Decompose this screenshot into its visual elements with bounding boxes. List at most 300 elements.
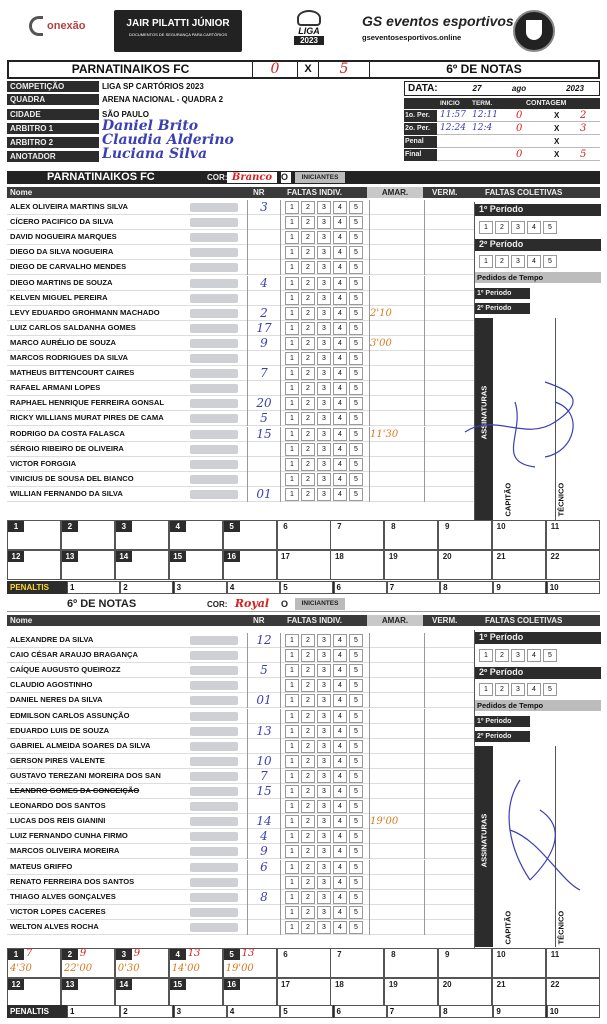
goal-cell[interactable] — [438, 948, 492, 978]
goal-cell[interactable] — [223, 948, 277, 978]
foul-box[interactable]: 2 — [301, 458, 315, 471]
foul-box[interactable]: 4 — [333, 397, 347, 410]
goal-cell[interactable] — [61, 520, 115, 550]
penalti-cell[interactable]: 6 — [334, 1005, 387, 1018]
foul-box[interactable]: 1 — [285, 458, 299, 471]
foul-box[interactable]: 2 — [301, 322, 315, 335]
goal-cell[interactable] — [169, 948, 223, 978]
foul-box[interactable]: 3 — [317, 679, 331, 692]
foul-box[interactable]: 4 — [333, 710, 347, 723]
foul-box[interactable]: 1 — [285, 307, 299, 320]
foul-box[interactable]: 4 — [333, 307, 347, 320]
foul-box[interactable]: 4 — [333, 473, 347, 486]
penalti-cell[interactable]: 3 — [174, 581, 227, 594]
foul-box[interactable]: 1 — [285, 876, 299, 889]
goal-cell[interactable] — [384, 948, 438, 978]
penalti-cell[interactable]: 7 — [387, 581, 440, 594]
yellow-card-time — [369, 321, 425, 336]
foul-box[interactable]: 5 — [349, 845, 363, 858]
foul-box[interactable]: 2 — [301, 770, 315, 783]
goal-cell[interactable] — [438, 520, 492, 550]
foul-box[interactable]: 2 — [301, 891, 315, 904]
yellow-card-time — [369, 366, 425, 381]
goal-cell[interactable] — [169, 978, 223, 1008]
goal-cell[interactable] — [61, 948, 115, 978]
penalti-cell[interactable]: 5 — [280, 1005, 333, 1018]
foul-box[interactable]: 4 — [333, 921, 347, 934]
goal-cell[interactable] — [169, 520, 223, 550]
foul-box[interactable]: 5 — [349, 216, 363, 229]
goal-cell[interactable] — [330, 948, 384, 978]
foul-box[interactable]: 2 — [301, 921, 315, 934]
foul-box[interactable]: 5 — [349, 428, 363, 441]
penalti-cell[interactable]: 1 — [67, 1005, 120, 1018]
team-foul-box[interactable]: 1 — [479, 683, 493, 696]
foul-box[interactable]: 1 — [285, 679, 299, 692]
yellow-card-time — [369, 245, 425, 260]
foul-box[interactable]: 3 — [317, 725, 331, 738]
foul-box[interactable]: 5 — [349, 201, 363, 214]
foul-box[interactable]: 1 — [285, 322, 299, 335]
yellow-card-time — [369, 230, 425, 245]
team1-iniciantes: INICIANTES — [295, 172, 345, 183]
foul-box[interactable]: 2 — [301, 755, 315, 768]
goal-cell[interactable] — [384, 978, 438, 1008]
penalti-cell[interactable]: 1 — [67, 581, 120, 594]
foul-box[interactable]: 5 — [349, 876, 363, 889]
goal-cell[interactable] — [115, 978, 169, 1008]
goal-cell[interactable] — [546, 948, 600, 978]
foul-box[interactable]: 3 — [317, 488, 331, 501]
goal-cell[interactable] — [384, 550, 438, 580]
goal-cell[interactable] — [330, 978, 384, 1008]
foul-box[interactable]: 1 — [285, 800, 299, 813]
penalti-cell[interactable]: 10 — [547, 1005, 600, 1018]
goal-cell[interactable] — [546, 978, 600, 1008]
foul-box[interactable]: 3 — [317, 261, 331, 274]
foul-box[interactable]: 1 — [285, 397, 299, 410]
foul-box[interactable]: 3 — [317, 201, 331, 214]
foul-box[interactable]: 5 — [349, 710, 363, 723]
foul-box[interactable]: 3 — [317, 307, 331, 320]
foul-box[interactable]: 1 — [285, 292, 299, 305]
team-foul-box[interactable]: 3 — [511, 255, 525, 268]
foul-box[interactable]: 5 — [349, 785, 363, 798]
foul-box[interactable]: 1 — [285, 337, 299, 350]
foul-box[interactable]: 5 — [349, 664, 363, 677]
team-foul-box[interactable]: 4 — [527, 221, 541, 234]
foul-box[interactable]: 3 — [317, 397, 331, 410]
foul-box[interactable]: 1 — [285, 231, 299, 244]
goal-cell[interactable] — [115, 550, 169, 580]
foul-box[interactable]: 1 — [285, 921, 299, 934]
goal-cell[interactable] — [277, 978, 331, 1008]
goal-cell[interactable] — [7, 550, 61, 580]
foul-box[interactable]: 2 — [301, 694, 315, 707]
foul-box[interactable]: 1 — [285, 488, 299, 501]
foul-box[interactable]: 4 — [333, 292, 347, 305]
foul-box[interactable]: 4 — [333, 664, 347, 677]
foul-box[interactable]: 4 — [333, 906, 347, 919]
team-foul-box[interactable]: 5 — [543, 255, 557, 268]
goal-cell[interactable] — [546, 550, 600, 580]
foul-box[interactable]: 2 — [301, 412, 315, 425]
foul-box[interactable]: 4 — [333, 428, 347, 441]
team-foul-box[interactable]: 1 — [479, 255, 493, 268]
foul-box[interactable]: 3 — [317, 277, 331, 290]
foul-box[interactable]: 4 — [333, 367, 347, 380]
goal-cell[interactable] — [169, 550, 223, 580]
foul-box[interactable]: 4 — [333, 322, 347, 335]
team-foul-box[interactable]: 5 — [543, 221, 557, 234]
foul-box[interactable]: 1 — [285, 830, 299, 843]
goal-cell[interactable] — [61, 550, 115, 580]
foul-box[interactable]: 5 — [349, 891, 363, 904]
team-foul-box[interactable]: 2 — [495, 255, 509, 268]
penalti-cell[interactable]: 8 — [440, 581, 493, 594]
foul-box[interactable]: 5 — [349, 322, 363, 335]
foul-box[interactable]: 1 — [285, 216, 299, 229]
foul-box[interactable]: 1 — [285, 443, 299, 456]
penalti-cell[interactable]: 10 — [547, 581, 600, 594]
foul-box[interactable]: 4 — [333, 488, 347, 501]
goal-cell[interactable] — [61, 978, 115, 1008]
foul-box[interactable]: 3 — [317, 322, 331, 335]
foul-box[interactable]: 2 — [301, 785, 315, 798]
foul-box[interactable]: 5 — [349, 292, 363, 305]
player-row — [7, 769, 474, 784]
team-foul-box[interactable]: 4 — [527, 649, 541, 662]
foul-box[interactable]: 4 — [333, 277, 347, 290]
foul-box[interactable]: 4 — [333, 770, 347, 783]
foul-box[interactable]: 3 — [317, 845, 331, 858]
team-foul-box[interactable]: 3 — [511, 683, 525, 696]
goal-cell[interactable] — [223, 550, 277, 580]
goal-cell[interactable] — [7, 520, 61, 550]
foul-box[interactable]: 3 — [317, 664, 331, 677]
foul-box[interactable]: 4 — [333, 815, 347, 828]
foul-box[interactable]: 3 — [317, 216, 331, 229]
foul-box[interactable]: 3 — [317, 443, 331, 456]
team-foul-box[interactable]: 2 — [495, 683, 509, 696]
foul-box[interactable]: 5 — [349, 277, 363, 290]
foul-box[interactable]: 3 — [317, 921, 331, 934]
yellow-card-time — [369, 693, 425, 708]
foul-box[interactable]: 5 — [349, 649, 363, 662]
foul-box[interactable]: 5 — [349, 755, 363, 768]
foul-box[interactable]: 3 — [317, 382, 331, 395]
foul-box[interactable]: 4 — [333, 800, 347, 813]
foul-box[interactable]: 2 — [301, 815, 315, 828]
penalti-cell[interactable]: 5 — [280, 581, 333, 594]
goal-cell[interactable] — [384, 520, 438, 550]
foul-box[interactable]: 1 — [285, 906, 299, 919]
team-foul-box[interactable]: 2 — [495, 221, 509, 234]
foul-box[interactable]: 2 — [301, 231, 315, 244]
goal-cell[interactable] — [492, 978, 546, 1008]
goal-cell[interactable] — [546, 520, 600, 550]
penalti-cell[interactable]: 8 — [440, 1005, 493, 1018]
foul-box[interactable]: 1 — [285, 891, 299, 904]
goal-cell[interactable] — [492, 948, 546, 978]
team-foul-box[interactable]: 3 — [511, 649, 525, 662]
foul-box[interactable]: 3 — [317, 755, 331, 768]
foul-box[interactable]: 4 — [333, 231, 347, 244]
team-foul-box[interactable]: 1 — [479, 221, 493, 234]
foul-box[interactable]: 3 — [317, 861, 331, 874]
foul-box[interactable]: 3 — [317, 367, 331, 380]
foul-box[interactable]: 5 — [349, 725, 363, 738]
goal-cell[interactable] — [7, 978, 61, 1008]
foul-box[interactable]: 2 — [301, 367, 315, 380]
foul-box[interactable]: 4 — [333, 458, 347, 471]
foul-box[interactable]: 5 — [349, 679, 363, 692]
team-foul-box[interactable]: 5 — [543, 683, 557, 696]
foul-box[interactable]: 1 — [285, 473, 299, 486]
foul-box[interactable]: 2 — [301, 216, 315, 229]
goal-cell[interactable] — [492, 550, 546, 580]
foul-box[interactable]: 4 — [333, 891, 347, 904]
foul-box[interactable]: 5 — [349, 921, 363, 934]
foul-box[interactable]: 5 — [349, 382, 363, 395]
foul-box[interactable]: 3 — [317, 337, 331, 350]
foul-box[interactable]: 1 — [285, 352, 299, 365]
foul-box[interactable]: 4 — [333, 382, 347, 395]
penalti-cell[interactable]: 2 — [120, 1005, 173, 1018]
foul-box[interactable]: 5 — [349, 307, 363, 320]
goal-cell[interactable] — [115, 948, 169, 978]
foul-box[interactable]: 3 — [317, 458, 331, 471]
foul-box[interactable]: 4 — [333, 412, 347, 425]
foul-box[interactable]: 1 — [285, 428, 299, 441]
foul-box[interactable]: 3 — [317, 246, 331, 259]
foul-box[interactable]: 2 — [301, 845, 315, 858]
foul-box[interactable]: 3 — [317, 815, 331, 828]
foul-box[interactable]: 1 — [285, 710, 299, 723]
foul-box[interactable]: 1 — [285, 755, 299, 768]
penalti-cell[interactable]: 3 — [174, 1005, 227, 1018]
foul-box[interactable]: 3 — [317, 891, 331, 904]
penalti-cell[interactable]: 4 — [227, 1005, 280, 1018]
foul-box[interactable]: 5 — [349, 367, 363, 380]
foul-box[interactable]: 3 — [317, 770, 331, 783]
foul-box[interactable]: 1 — [285, 634, 299, 647]
goal-cell[interactable] — [438, 978, 492, 1008]
foul-box[interactable]: 1 — [285, 740, 299, 753]
foul-box[interactable]: 3 — [317, 352, 331, 365]
foul-box[interactable]: 5 — [349, 412, 363, 425]
foul-box[interactable]: 4 — [333, 725, 347, 738]
foul-box[interactable]: 2 — [301, 261, 315, 274]
foul-box[interactable]: 2 — [301, 428, 315, 441]
foul-box[interactable]: 4 — [333, 740, 347, 753]
foul-box[interactable]: 2 — [301, 649, 315, 662]
foul-box[interactable]: 1 — [285, 649, 299, 662]
foul-box[interactable]: 1 — [285, 261, 299, 274]
foul-box[interactable]: 4 — [333, 876, 347, 889]
foul-box[interactable]: 5 — [349, 634, 363, 647]
foul-box[interactable]: 2 — [301, 488, 315, 501]
foul-box[interactable]: 3 — [317, 292, 331, 305]
foul-box[interactable]: 3 — [317, 634, 331, 647]
penalti-cell[interactable]: 7 — [387, 1005, 440, 1018]
foul-box[interactable]: 1 — [285, 412, 299, 425]
foul-box[interactable]: 1 — [285, 367, 299, 380]
penalti-cell[interactable]: 4 — [227, 581, 280, 594]
penalti-cell[interactable]: 9 — [493, 581, 546, 594]
foul-box[interactable]: 2 — [301, 277, 315, 290]
goal-cell[interactable] — [277, 948, 331, 978]
foul-box[interactable]: 1 — [285, 246, 299, 259]
foul-box[interactable]: 5 — [349, 694, 363, 707]
foul-box[interactable]: 4 — [333, 861, 347, 874]
foul-box[interactable]: 2 — [301, 201, 315, 214]
foul-box[interactable]: 2 — [301, 740, 315, 753]
foul-box[interactable]: 5 — [349, 352, 363, 365]
foul-box[interactable]: 1 — [285, 664, 299, 677]
foul-box[interactable]: 2 — [301, 337, 315, 350]
goal-cell-number: 6 — [278, 521, 294, 532]
foul-box[interactable]: 4 — [333, 830, 347, 843]
foul-box[interactable]: 3 — [317, 231, 331, 244]
penalti-cell[interactable]: 6 — [334, 581, 387, 594]
foul-box[interactable]: 5 — [349, 261, 363, 274]
foul-box[interactable]: 1 — [285, 785, 299, 798]
foul-box[interactable]: 4 — [333, 246, 347, 259]
goal-cell[interactable] — [438, 550, 492, 580]
foul-box[interactable]: 3 — [317, 906, 331, 919]
player-row — [7, 457, 474, 472]
foul-box[interactable]: 1 — [285, 725, 299, 738]
foul-box[interactable]: 5 — [349, 740, 363, 753]
foul-box[interactable]: 5 — [349, 488, 363, 501]
foul-box[interactable]: 5 — [349, 473, 363, 486]
foul-box[interactable]: 4 — [333, 694, 347, 707]
foul-box[interactable]: 2 — [301, 352, 315, 365]
foul-box[interactable]: 4 — [333, 337, 347, 350]
foul-box[interactable]: 3 — [317, 473, 331, 486]
foul-box[interactable]: 5 — [349, 231, 363, 244]
foul-box[interactable]: 2 — [301, 876, 315, 889]
goal-cell[interactable] — [7, 948, 61, 978]
goal-cell[interactable] — [223, 520, 277, 550]
foul-box[interactable]: 2 — [301, 906, 315, 919]
foul-box[interactable]: 4 — [333, 201, 347, 214]
foul-box[interactable]: 5 — [349, 906, 363, 919]
foul-box[interactable]: 5 — [349, 443, 363, 456]
foul-box[interactable]: 3 — [317, 785, 331, 798]
foul-box[interactable]: 1 — [285, 770, 299, 783]
team-foul-box[interactable]: 5 — [543, 649, 557, 662]
foul-box[interactable]: 2 — [301, 664, 315, 677]
team1-assinaturas: ASSINATURAS — [479, 385, 489, 440]
foul-box[interactable]: 2 — [301, 634, 315, 647]
goal-cell[interactable] — [330, 520, 384, 550]
team2-ped1: 1º Periodo — [475, 716, 530, 727]
foul-box[interactable]: 3 — [317, 740, 331, 753]
foul-box[interactable]: 4 — [333, 261, 347, 274]
foul-box[interactable]: 1 — [285, 382, 299, 395]
foul-box[interactable]: 2 — [301, 710, 315, 723]
goal-cell[interactable] — [492, 520, 546, 550]
foul-box[interactable]: 5 — [349, 397, 363, 410]
foul-box[interactable]: 3 — [317, 694, 331, 707]
foul-box[interactable]: 2 — [301, 292, 315, 305]
player-id-redacted — [190, 279, 238, 288]
foul-box[interactable]: 3 — [317, 412, 331, 425]
team-foul-box[interactable]: 4 — [527, 683, 541, 696]
penalti-cell[interactable]: 9 — [493, 1005, 546, 1018]
team-foul-box[interactable]: 1 — [479, 649, 493, 662]
team-foul-box[interactable]: 2 — [495, 649, 509, 662]
team-foul-box[interactable]: 3 — [511, 221, 525, 234]
foul-box[interactable]: 5 — [349, 770, 363, 783]
foul-box[interactable]: 3 — [317, 876, 331, 889]
foul-box[interactable]: 4 — [333, 845, 347, 858]
foul-box[interactable]: 3 — [317, 649, 331, 662]
foul-box[interactable]: 4 — [333, 443, 347, 456]
foul-box[interactable]: 4 — [333, 755, 347, 768]
foul-box[interactable]: 2 — [301, 473, 315, 486]
goal-cell[interactable] — [277, 520, 331, 550]
foul-box[interactable]: 5 — [349, 830, 363, 843]
goal-cell[interactable] — [330, 550, 384, 580]
foul-box[interactable]: 2 — [301, 246, 315, 259]
foul-box[interactable]: 1 — [285, 845, 299, 858]
foul-box[interactable]: 2 — [301, 800, 315, 813]
foul-box[interactable]: 4 — [333, 785, 347, 798]
player-row — [7, 306, 474, 321]
foul-box[interactable]: 4 — [333, 679, 347, 692]
foul-box[interactable]: 2 — [301, 679, 315, 692]
foul-box[interactable]: 5 — [349, 861, 363, 874]
foul-box[interactable]: 4 — [333, 352, 347, 365]
goal-cell[interactable] — [277, 550, 331, 580]
foul-box[interactable]: 2 — [301, 830, 315, 843]
foul-box[interactable]: 3 — [317, 830, 331, 843]
foul-box[interactable]: 1 — [285, 277, 299, 290]
foul-box[interactable]: 4 — [333, 649, 347, 662]
team-foul-box[interactable]: 4 — [527, 255, 541, 268]
foul-box[interactable]: 5 — [349, 458, 363, 471]
foul-box[interactable]: 5 — [349, 246, 363, 259]
foul-box[interactable]: 3 — [317, 800, 331, 813]
foul-box[interactable]: 4 — [333, 634, 347, 647]
yellow-card-time — [369, 351, 425, 366]
foul-box[interactable]: 2 — [301, 397, 315, 410]
goal-cell[interactable] — [223, 978, 277, 1008]
foul-box[interactable]: 1 — [285, 815, 299, 828]
foul-box[interactable]: 2 — [301, 307, 315, 320]
foul-box[interactable]: 2 — [301, 443, 315, 456]
foul-box[interactable]: 5 — [349, 800, 363, 813]
foul-box[interactable]: 5 — [349, 337, 363, 350]
foul-box[interactable]: 2 — [301, 382, 315, 395]
foul-box[interactable]: 1 — [285, 201, 299, 214]
foul-box[interactable]: 2 — [301, 725, 315, 738]
anotador-label: ANOTADOR — [7, 151, 99, 162]
foul-box[interactable]: 2 — [301, 861, 315, 874]
penalti-cell[interactable]: 2 — [120, 581, 173, 594]
goal-player-number: 9 — [133, 948, 141, 959]
goal-cell[interactable] — [115, 520, 169, 550]
foul-box[interactable]: 5 — [349, 815, 363, 828]
foul-box[interactable]: 4 — [333, 216, 347, 229]
foul-box[interactable]: 3 — [317, 710, 331, 723]
foul-box[interactable]: 1 — [285, 861, 299, 874]
foul-box[interactable]: 1 — [285, 694, 299, 707]
foul-box[interactable]: 3 — [317, 428, 331, 441]
